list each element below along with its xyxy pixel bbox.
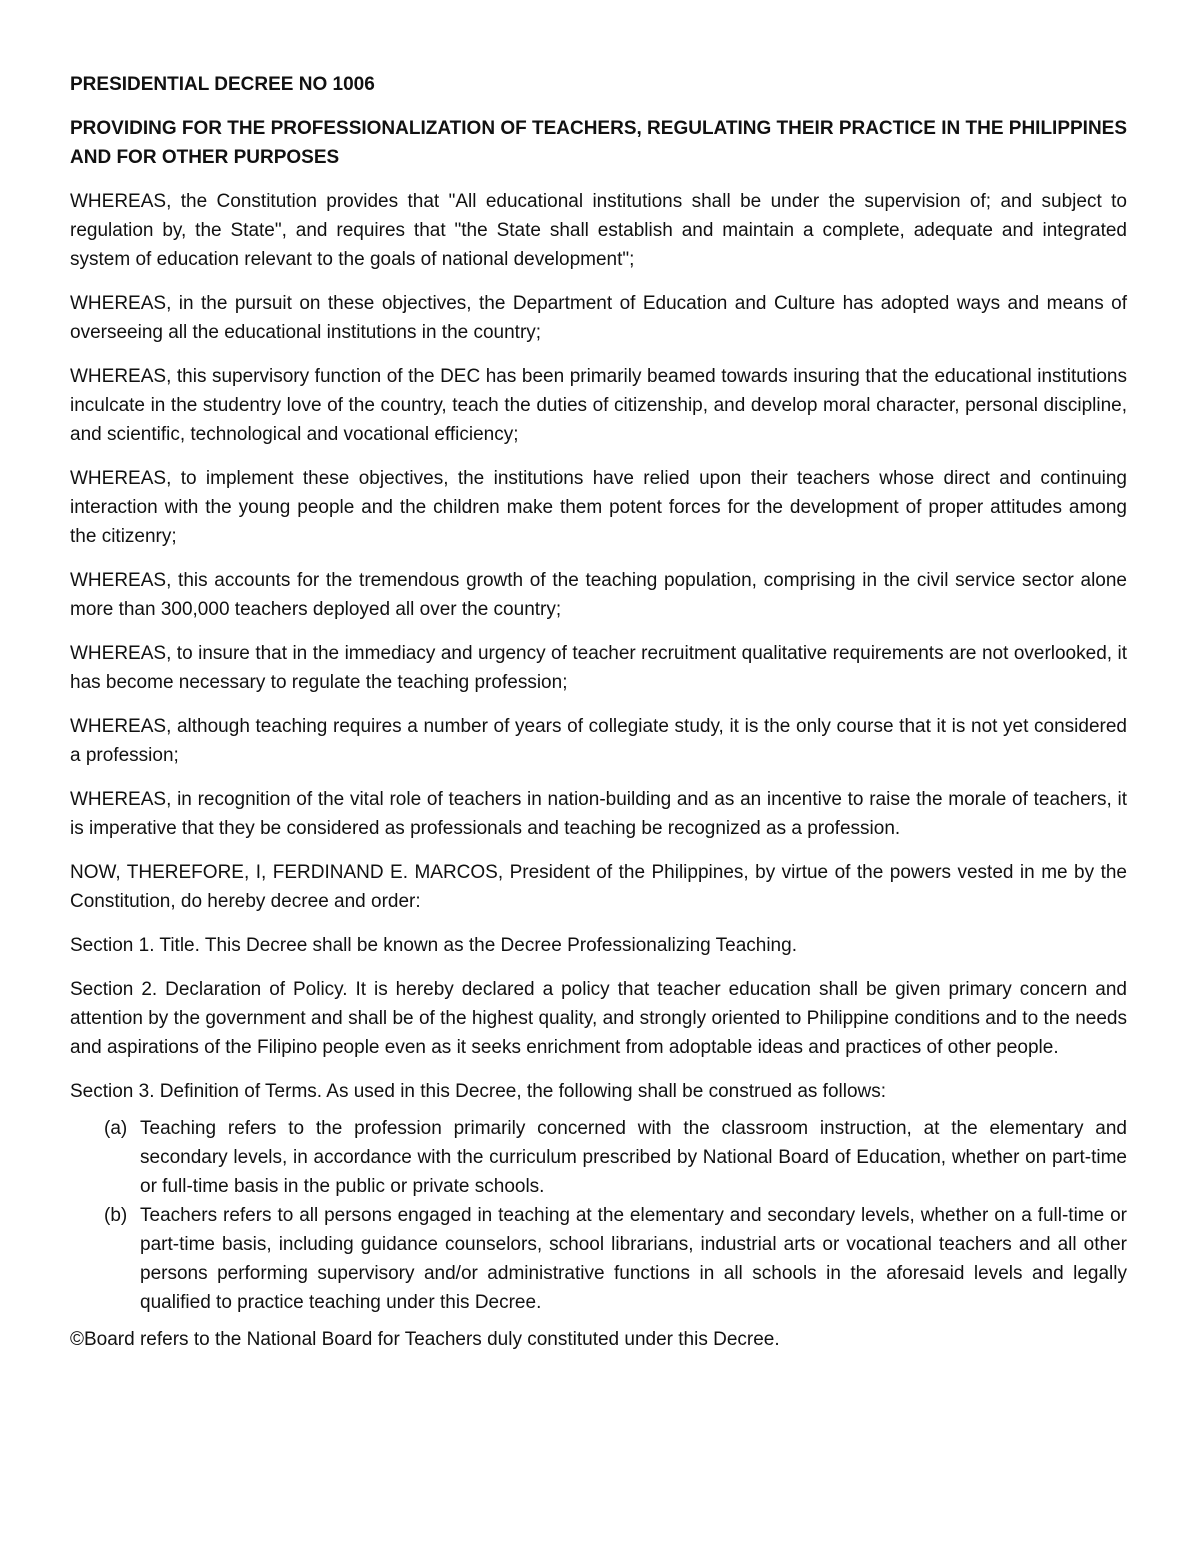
definition-marker: (a): [104, 1118, 128, 1139]
whereas-paragraph: WHEREAS, the Constitution provides that "All educational institutions shall be under the supervision of; and subject to regulation by, the State", and requires that "the State shall establish and maintain a complete, adequate and integrated system of education relevant to the goals of national development";: [70, 191, 1127, 270]
document-page: [70, 70, 1127, 1369]
definition-item: [70, 1114, 1127, 1201]
section-1: Section 1. Title. This Decree shall be known as the Decree Professionalizing Teaching.: [70, 935, 797, 956]
definition-text: Teaching refers to the profession primarily concerned with the classroom instruction, at the elementary and secondary levels, in accordance with the curriculum prescribed by National Board of Education, whether on part-time or full-time basis in the public or private schools.: [140, 1118, 1127, 1197]
whereas-paragraph: WHEREAS, to implement these objectives, the institutions have relied upon their teachers whose direct and continuing interaction with the young people and the children make them potent forces for the development of proper attitudes among the citizenry;: [70, 468, 1127, 547]
board-definition: ©Board refers to the National Board for Teachers duly constituted under this Decree.: [70, 1329, 780, 1350]
whereas-paragraph: WHEREAS, to insure that in the immediacy and urgency of teacher recruitment qualitative requirements are not overlooked, it has become necessary to regulate the teaching profession;: [70, 643, 1127, 693]
definition-item: [70, 1201, 1127, 1317]
whereas-paragraph: WHEREAS, although teaching requires a number of years of collegiate study, it is the only course that it is not yet considered a profession;: [70, 716, 1127, 766]
document-subtitle: PROVIDING FOR THE PROFESSIONALIZATION OF TEACHERS, REGULATING THEIR PRACTICE IN THE PHILIPPINES AND FOR OTHER PURPOSES: [70, 118, 1128, 168]
now-therefore-paragraph: NOW, THEREFORE, I, FERDINAND E. MARCOS, President of the Philippines, by virtue of the powers vested in me by the Constitution, do hereby decree and order:: [70, 862, 1127, 912]
section-3: Section 3. Definition of Terms. As used in this Decree, the following shall be construed as follows:: [70, 1081, 887, 1102]
whereas-paragraph: WHEREAS, in recognition of the vital role of teachers in nation-building and as an incentive to raise the morale of teachers, it is imperative that they be considered as professionals and teaching be recognized as a profession.: [70, 789, 1127, 839]
section-2: Section 2. Declaration of Policy. It is hereby declared a policy that teacher education shall be given primary concern and attention by the government and shall be of the highest quality, and strongly oriented to Philippine conditions and to the needs and aspirations of the Filipino people even as it seeks enrichment from adoptable ideas and practices of other people.: [70, 979, 1127, 1058]
definition-text: Teachers refers to all persons engaged in teaching at the elementary and secondary levels, whether on a full-time or part-time basis, including guidance counselors, school librarians, industrial arts or vocational teachers and all other persons performing supervisory and/or administrative functions in all schools in the aforesaid levels and legally qualified to practice teaching under this Decree.: [140, 1205, 1127, 1313]
definitions-list: [70, 1114, 1127, 1317]
whereas-paragraph: WHEREAS, in the pursuit on these objectives, the Department of Education and Culture has adopted ways and means of overseeing all the educational institutions in the country;: [70, 293, 1127, 343]
whereas-paragraph: WHEREAS, this supervisory function of the DEC has been primarily beamed towards insuring that the educational institutions inculcate in the studentry love of the country, teach the duties of citizenship, and develop moral character, personal discipline, and scientific, technological and vocational efficiency;: [70, 366, 1127, 445]
definition-marker: (b): [104, 1205, 128, 1226]
document-title: PRESIDENTIAL DECREE NO 1006: [70, 74, 375, 95]
whereas-paragraph: WHEREAS, this accounts for the tremendous growth of the teaching population, comprising in the civil service sector alone more than 300,000 teachers deployed all over the country;: [70, 570, 1127, 620]
